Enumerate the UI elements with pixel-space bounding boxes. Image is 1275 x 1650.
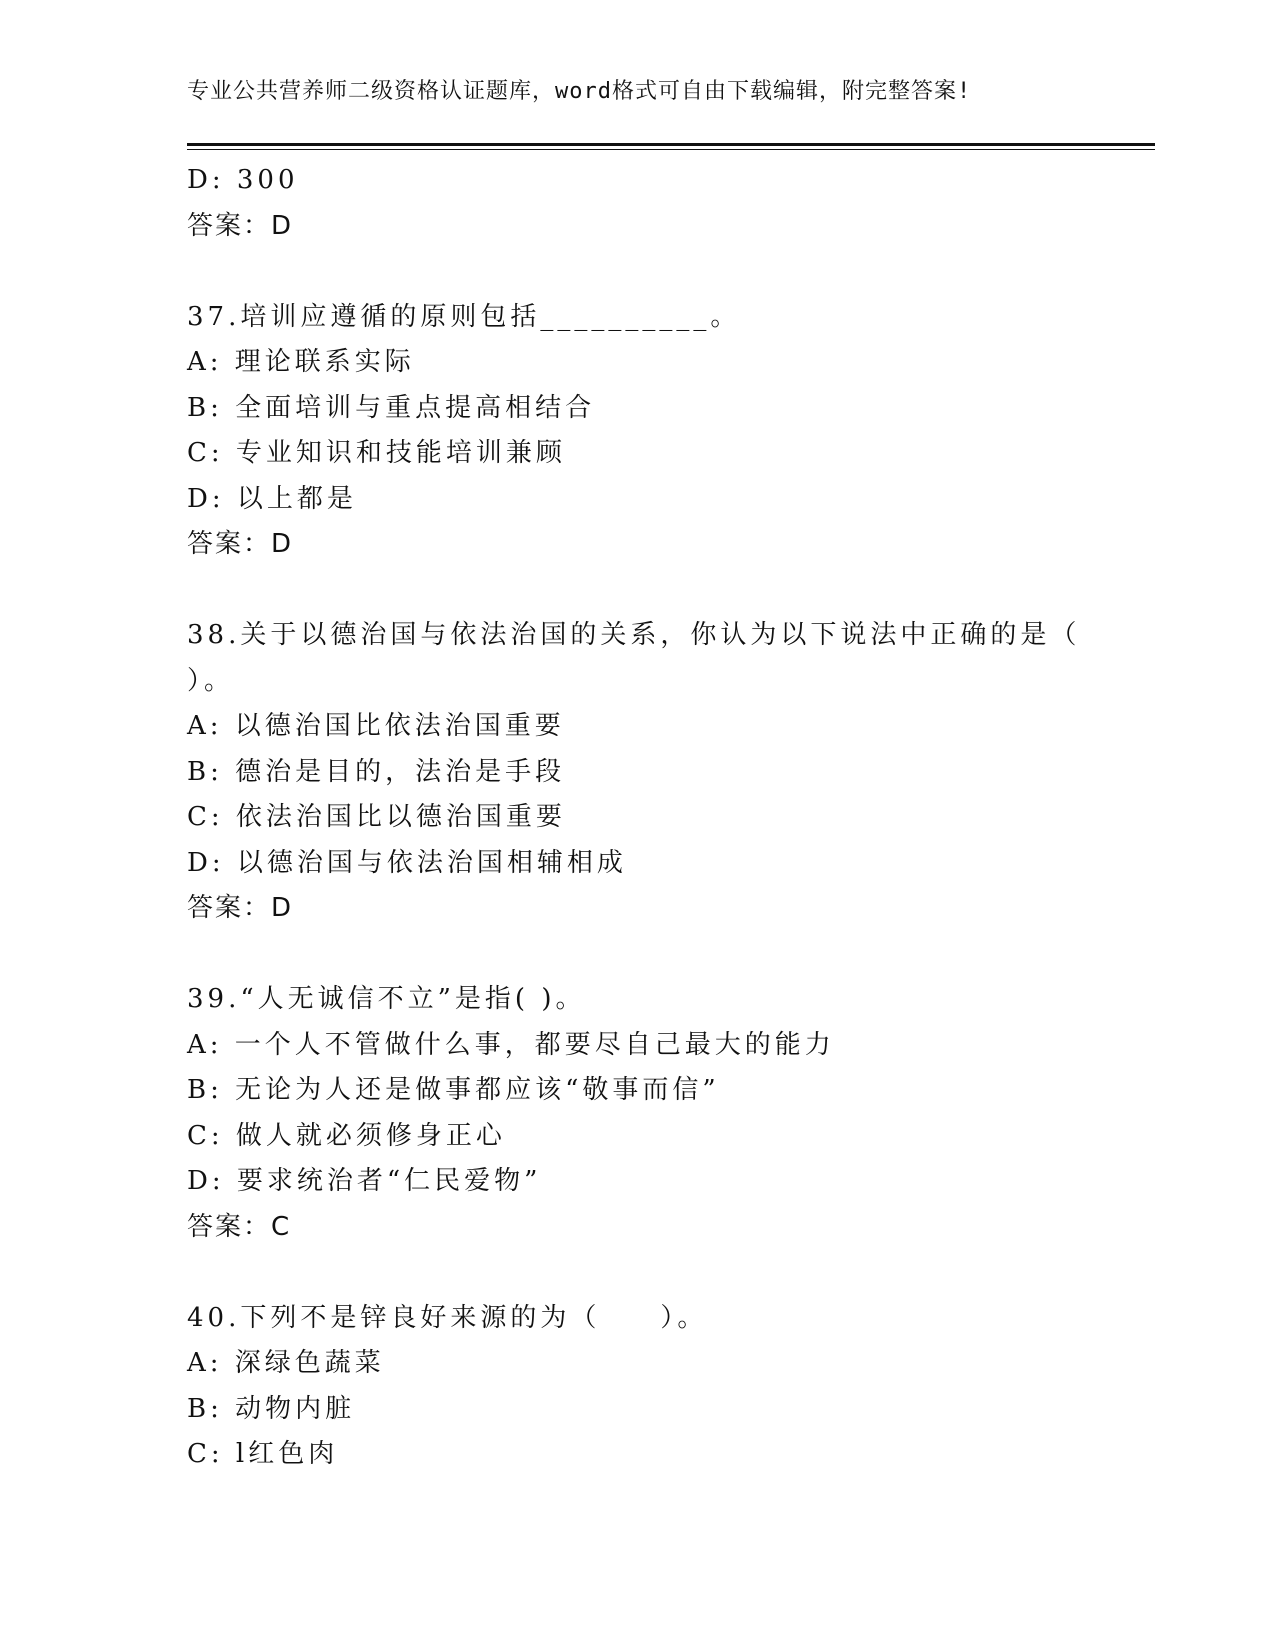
- option-d: D: 300: [187, 165, 299, 195]
- question-content: [187, 158, 1087, 1478]
- option-a: A: 深绿色蔬菜: [187, 1348, 385, 1378]
- answer: 答案：D: [187, 893, 294, 923]
- question-stem: 40.下列不是锌良好来源的为（ ）。: [187, 1302, 708, 1333]
- question-stem-continuation: ）。: [187, 665, 235, 696]
- option-d: D: 以上都是: [187, 483, 357, 514]
- page-header: 专业公共营养师二级资格认证题库，word格式可自由下载编辑，附完整答案!: [187, 79, 972, 104]
- option-b: B: 无论为人还是做事都应该“敬事而信”: [187, 1075, 720, 1105]
- spacer: [187, 932, 1087, 978]
- option-d: D: 以德治国与依法治国相辅相成: [187, 847, 627, 878]
- option-a: A: 理论联系实际: [187, 347, 415, 377]
- option-b: B: 全面培训与重点提高相结合: [187, 392, 596, 423]
- option-c: C: 做人就必须修身正心: [187, 1120, 506, 1151]
- question-stem: 38.关于以德治国与依法治国的关系，你认为以下说法中正确的是（: [187, 620, 1081, 650]
- header-rule-thin: [187, 149, 1155, 150]
- option-c: C: 依法治国比以德治国重要: [187, 802, 566, 832]
- header-rule-thick: [187, 143, 1155, 146]
- option-b: B: 动物内脏: [187, 1393, 356, 1424]
- option-a: A: 一个人不管做什么事，都要尽自己最大的能力: [187, 1029, 835, 1060]
- spacer: [187, 568, 1087, 614]
- option-b: B: 德治是目的，法治是手段: [187, 756, 566, 787]
- answer: 答案：D: [187, 529, 294, 559]
- answer: 答案：D: [187, 210, 294, 241]
- option-d: D: 要求统治者“仁民爱物”: [187, 1166, 542, 1196]
- answer: 答案：C: [187, 1211, 292, 1242]
- question-stem: 37.培训应遵循的原则包括__________。: [187, 301, 741, 332]
- spacer: [187, 1250, 1087, 1296]
- option-a: A: 以德治国比依法治国重要: [187, 711, 565, 741]
- option-c: C: l红色肉: [187, 1439, 339, 1469]
- option-c: C: 专业知识和技能培训兼顾: [187, 438, 566, 468]
- spacer: [187, 249, 1087, 295]
- question-stem: 39.“人无诚信不立”是指( )。: [187, 984, 586, 1014]
